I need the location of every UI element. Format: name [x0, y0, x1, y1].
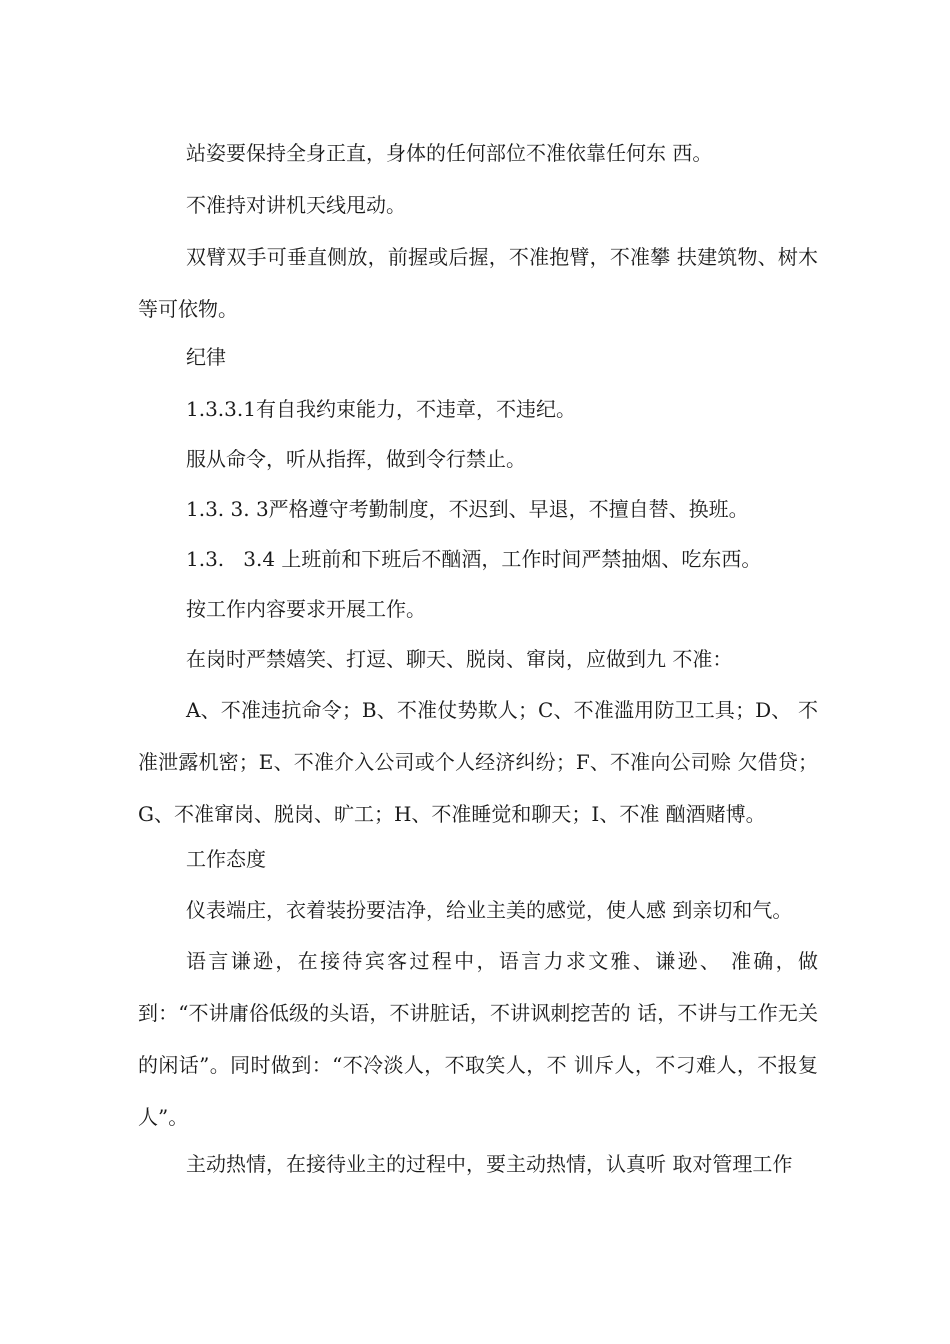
heading-work-attitude: 工作态度: [186, 847, 266, 871]
heading-discipline: 纪律: [186, 345, 226, 369]
paragraph-standing-posture: 站姿要保持全身正直，身体的任何部位不准依靠任何东 西。: [186, 141, 713, 165]
paragraph-self-discipline: 1.3.3.1有自我约束能力，不违章，不违纪。: [186, 397, 576, 421]
paragraph-proactive-warmth: 主动热情，在接待业主的过程中，要主动热情，认真听 取对管理工作: [186, 1152, 793, 1176]
paragraph-on-duty: 在岗时严禁嬉笑、打逗、聊天、脱岗、窜岗，应做到九 不准：: [186, 647, 733, 671]
paragraph-attendance: 1.3. 3. 3严格遵守考勤制度，不迟到、早退，不擅自替、换班。: [186, 497, 749, 521]
paragraph-walkie-talkie: 不准持对讲机天线甩动。: [186, 193, 406, 217]
paragraph-arms-hands: 双臂双手可垂直侧放，前握或后握，不准抱臂，不准攀 扶建筑物、树木等可依物。: [138, 245, 818, 321]
paragraph-no-drinking: 1.3. 3.4 上班前和下班后不酗酒，工作时间严禁抽烟、吃东西。: [186, 547, 762, 571]
paragraph-nine-prohibitions: A、不准违抗命令；B、不准仗势欺人；C、不准滥用防卫工具；D、 不准泄露机密；E、不准介入公司或个人经济纠纷；F、不准向公司赊 欠借贷；G、不准窜岗、脱岗、旷工；H、不准睡觉和聊天；I、不准 酗酒赌博。: [138, 698, 818, 826]
paragraph-modest-language: 语言谦逊，在接待宾客过程中，语言力求文雅、谦逊、 准确，做到：“不讲庸俗低级的头语，不讲脏话，不讲讽刺挖苦的 话，不讲与工作无关的闲话”。同时做到：“不冷淡人，不取笑人，不 训斥人，不刁难人，不报复人”。: [138, 949, 818, 1129]
paragraph-obey-orders: 服从命令，听从指挥，做到令行禁止。: [186, 447, 526, 471]
paragraph-appearance: 仪表端庄，衣着装扮要洁净，给业主美的感觉，使人感 到亲切和气。: [186, 898, 793, 922]
paragraph-work-content: 按工作内容要求开展工作。: [186, 597, 426, 621]
